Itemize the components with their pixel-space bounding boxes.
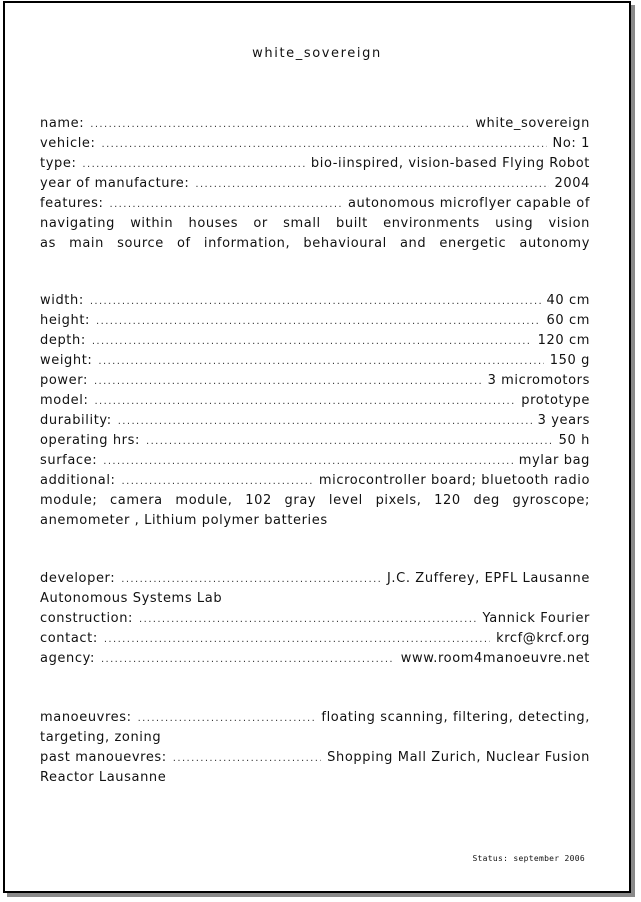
dot-leader [110, 195, 342, 215]
field-features [40, 194, 590, 214]
specs-section [40, 291, 590, 531]
field-height [40, 311, 590, 331]
dot-leader [94, 392, 515, 412]
field-value: prototype [521, 393, 590, 408]
dot-leader [122, 472, 313, 492]
dot-leader [96, 312, 540, 332]
field-construction [40, 609, 590, 629]
field-value: 50 h [558, 433, 590, 448]
field-developer [40, 569, 590, 589]
field-value: white_sovereign [475, 116, 590, 131]
field-value: bio-iinspired, vision-based Flying Robot [310, 156, 590, 171]
field-label: developer: [40, 571, 116, 586]
dot-leader [195, 175, 548, 195]
field-label: surface: [40, 453, 98, 468]
field-label: height: [40, 313, 91, 328]
field-past-manoeuvres [40, 748, 590, 768]
field-label: additional: [40, 473, 116, 488]
dot-leader [121, 570, 381, 590]
field-label: durability: [40, 413, 112, 428]
field-surface [40, 451, 590, 471]
field-weight [40, 351, 590, 371]
status-line: Status: september 2006 [472, 854, 585, 863]
field-value: Shopping Mall Zurich, Nuclear Fusion [327, 750, 590, 765]
field-type [40, 154, 590, 174]
additional-continuation: anemometer , Lithium polymer batteries [40, 513, 328, 528]
field-value: krcf@krcf.org [496, 631, 590, 646]
field-value: autonomous microflyer capable of [347, 196, 590, 211]
field-label: year of manufacture: [40, 176, 190, 191]
field-label: name: [40, 116, 85, 131]
dot-leader [92, 332, 532, 352]
field-model [40, 391, 590, 411]
dot-leader [118, 412, 532, 432]
field-value: 120 cm [537, 333, 590, 348]
dot-leader [94, 372, 482, 392]
features-continuation: navigating within houses or small built environments using vision [40, 216, 590, 231]
field-depth [40, 331, 590, 351]
field-label: model: [40, 393, 89, 408]
additional-continuation: module; camera module, 102 gray level pixels, 120 deg gyroscope; [40, 493, 590, 508]
field-value: J.C. Zufferey, EPFL Lausanne [387, 571, 590, 586]
features-continuation: as main source of information, behavioural and energetic autonomy [40, 236, 590, 251]
dot-leader [103, 452, 512, 472]
field-label: operating hrs: [40, 433, 140, 448]
field-vehicle [40, 134, 590, 154]
field-label: vehicle: [40, 136, 96, 151]
field-label: contact: [40, 631, 98, 646]
field-label: type: [40, 156, 77, 171]
field-value: mylar bag [518, 453, 590, 468]
field-value: microcontroller board; bluetooth radio [318, 473, 590, 488]
field-year-of-manufacture [40, 174, 590, 194]
field-width [40, 291, 590, 311]
identity-section [40, 114, 590, 254]
field-label: width: [40, 293, 84, 308]
field-operating-hrs [40, 431, 590, 451]
field-value: Yannick Fourier [482, 611, 590, 626]
field-value: 60 cm [546, 313, 590, 328]
field-agency [40, 649, 590, 669]
dot-leader [101, 135, 546, 155]
field-label: power: [40, 373, 88, 388]
credits-section [40, 569, 590, 669]
dot-leader [101, 650, 395, 670]
dot-leader [104, 630, 490, 650]
field-value: 2004 [554, 176, 590, 191]
field-value: 40 cm [546, 293, 590, 308]
past-manoeuvres-continuation: Reactor Lausanne [40, 770, 167, 785]
field-value: 3 micromotors [487, 373, 590, 388]
field-label: manoeuvres: [40, 710, 132, 725]
field-label: depth: [40, 333, 86, 348]
dot-leader [90, 115, 469, 135]
field-value: 3 years [537, 413, 590, 428]
dot-leader [90, 292, 541, 312]
field-value: 150 g [549, 353, 590, 368]
field-value: No: 1 [552, 136, 590, 151]
field-label: agency: [40, 651, 95, 666]
field-label: past manouevres: [40, 750, 167, 765]
manoeuvres-continuation: targeting, zoning [40, 730, 162, 745]
field-value: floating scanning, filtering, detecting, [321, 710, 590, 725]
field-name [40, 114, 590, 134]
field-value: www.room4manoeuvre.net [400, 651, 590, 666]
dot-leader [146, 432, 553, 452]
field-label: weight: [40, 353, 93, 368]
document-title: white_sovereign [252, 46, 382, 61]
field-durability [40, 411, 590, 431]
field-manoeuvres [40, 708, 590, 728]
field-power [40, 371, 590, 391]
dot-leader [138, 709, 316, 729]
dot-leader [82, 155, 304, 175]
field-contact [40, 629, 590, 649]
field-additional [40, 471, 590, 491]
developer-continuation: Autonomous Systems Lab [40, 591, 223, 606]
spec-sheet-page [3, 1, 631, 893]
dot-leader [139, 610, 476, 630]
manoeuvres-section [40, 708, 590, 788]
dot-leader [173, 749, 321, 769]
field-label: construction: [40, 611, 134, 626]
dot-leader [98, 352, 543, 372]
field-label: features: [40, 196, 104, 211]
